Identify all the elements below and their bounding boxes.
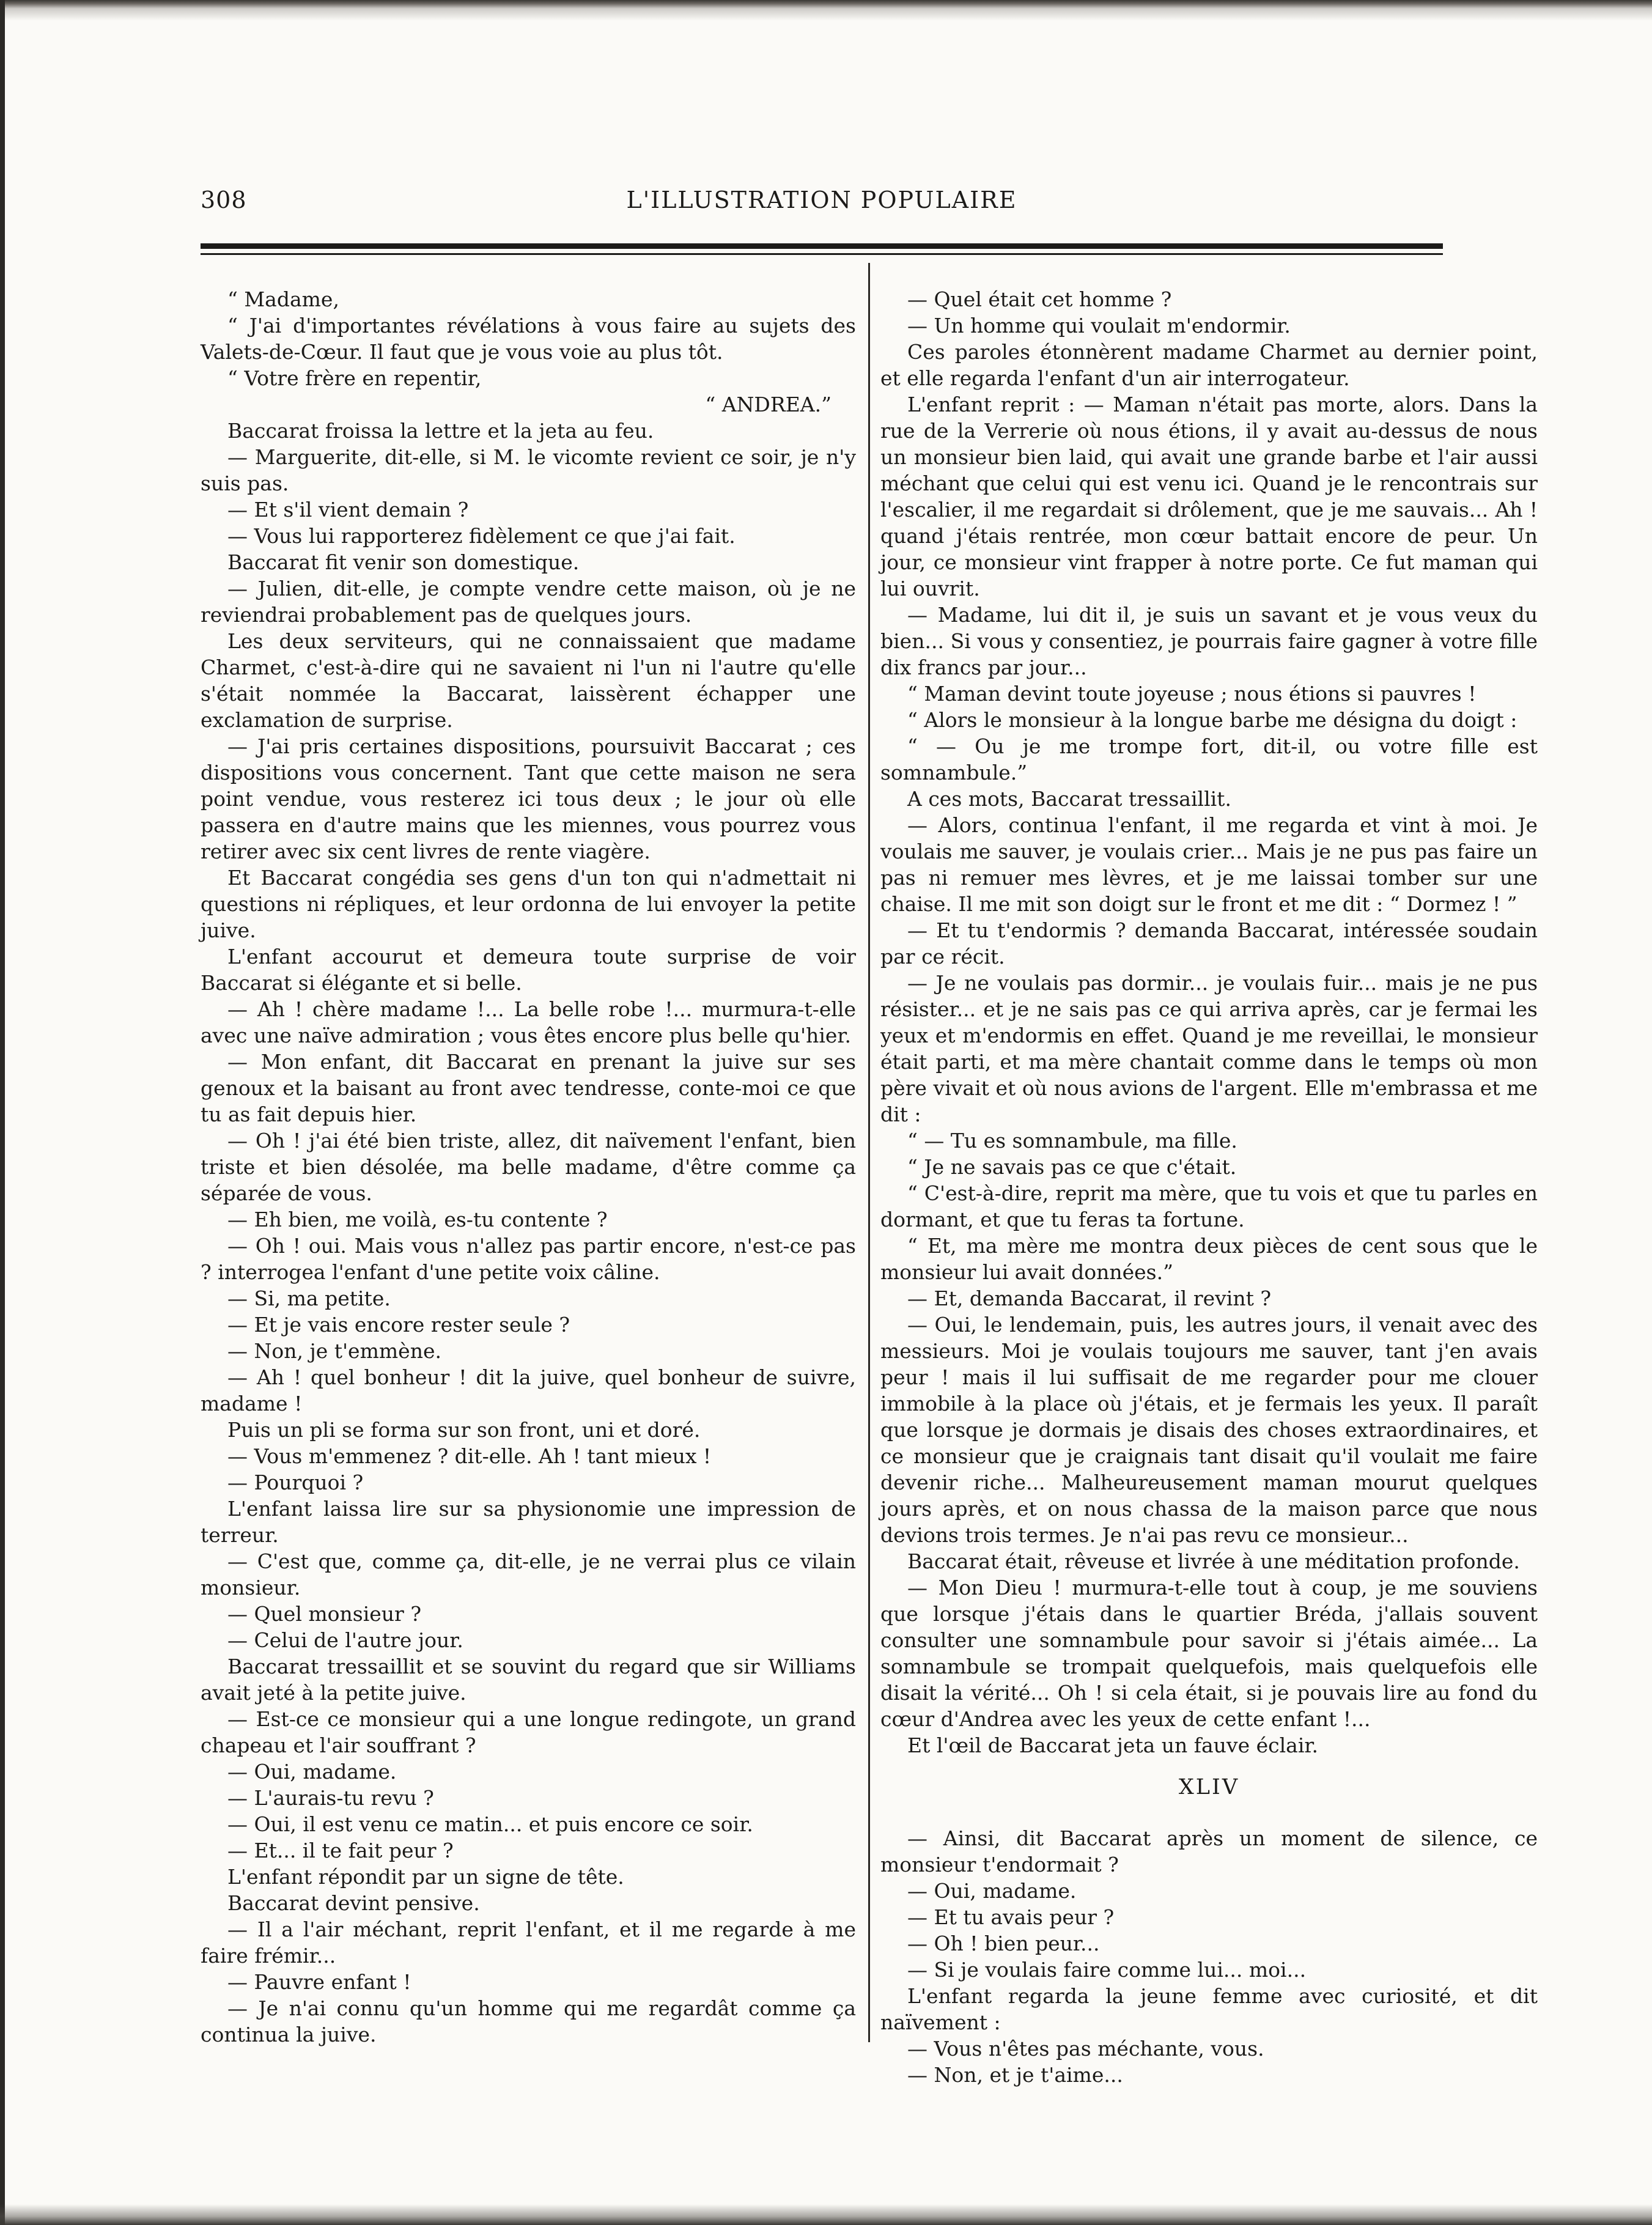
paragraph: Baccarat fit venir son domestique.	[227, 550, 580, 574]
paragraph: — Vous n'êtes pas méchante, vous.	[907, 2037, 1264, 2061]
paragraph: — Est-ce ce monsieur qui a une longue redingote, un grand chapeau et l'air souffrant ?	[201, 1707, 856, 1757]
paragraph: “ J'ai d'importantes révélations à vous faire au sujets des Valets-de-Cœur. Il faut que je vous voie au plus tôt.	[201, 314, 856, 364]
paragraph: “ Votre frère en repentir,	[227, 366, 482, 390]
paragraph: — Pauvre enfant !	[227, 1970, 411, 1994]
paragraph: — Mon Dieu ! murmura-t-elle tout à coup, je me souviens que lorsque j'étais dans le quartier Bréda, j'allais souvent consulter une somnambule pour savoir si j'étais aimée... La somnambule se trompait quelquefois, mais quelquefois elle disait la vérité... Oh ! si cela était, si je pouvais lire au fond du cœur d'Andrea avec les yeux de cette enfant !...	[880, 1576, 1538, 1731]
paragraph: — Oui, madame.	[227, 1760, 397, 1784]
paragraph: Ces paroles étonnèrent madame Charmet au dernier point, et elle regarda l'enfant d'un air interrogateur.	[880, 340, 1538, 390]
paragraph: — Oui, le lendemain, puis, les autres jours, il venait avec des messieurs. Moi je voulais toujours me sauver, tant j'en avais peur ! mais il lui suffisait de me regarder pour me clouer immobile à la place où j'étais, et je fermais les yeux. Il paraît que lorsque je dormais je disais des choses extraordinaires, et ce monsieur que je craignais tant disait qu'il voulait me faire devenir riche... Malheureusement maman mourut quelques jours après, et on nous chassa de la maison parce que nous devions trois termes. Je n'ai pas revu ce monsieur...	[880, 1313, 1538, 1547]
paragraph: L'enfant reprit : — Maman n'était pas morte, alors. Dans la rue de la Verrerie où nous étions, il y avait au-dessus de nous un monsieur bien laid, qui avait une grande barbe et l'air aussi méchant que celui qui est venu ici. Quand je le rencontrais sur l'escalier, il me regardait si drôlement, que je me sauvais... Ah ! quand j'étais rentrée, mon cœur battait encore de peur. Un jour, ce monsieur vint frapper à notre porte. Ce fut maman qui lui ouvrit.	[880, 393, 1538, 600]
letter-signature: “ ANDREA.”	[705, 393, 832, 416]
paragraph: “ Je ne savais pas ce que c'était.	[907, 1155, 1237, 1179]
paragraph: “ Alors le monsieur à la longue barbe me désigna du doigt :	[907, 708, 1517, 732]
paragraph: L'enfant accourut et demeura toute surprise de voir Baccarat si élégante et si belle.	[201, 945, 856, 995]
paragraph: — L'aurais-tu revu ?	[227, 1786, 434, 1810]
paragraph: — Vous lui rapporterez fidèlement ce que j'ai fait.	[227, 524, 736, 548]
paragraph: L'enfant regarda la jeune femme avec curiosité, et dit naïvement :	[880, 1984, 1538, 2034]
paragraph: — Quel était cet homme ?	[907, 287, 1172, 311]
paragraph: Baccarat froissa la lettre et la jeta au feu.	[227, 419, 654, 443]
chapter-heading: XLIV	[1178, 1775, 1240, 1799]
paragraph: — Et s'il vient demain ?	[227, 498, 469, 522]
paragraph: — Et je vais encore rester seule ?	[227, 1313, 570, 1337]
page-header	[201, 186, 1443, 217]
paragraph: — Madame, lui dit il, je suis un savant et je vous veux du bien... Si vous y consentiez, je pourrais faire gagner à votre fille dix francs par jour...	[880, 603, 1538, 679]
paragraph: — Ah ! chère madame !... La belle robe !... murmura-t-elle avec une naïve admiration ; vous êtes encore plus belle qu'hier.	[201, 997, 856, 1047]
paragraph: Et Baccarat congédia ses gens d'un ton qui n'admettait ni questions ni répliques, et leur ordonna de lui envoyer la petite juive.	[201, 866, 856, 942]
paragraph: “ Et, ma mère me montra deux pièces de cent sous que le monsieur lui avait données.”	[880, 1234, 1538, 1284]
paragraph: — J'ai pris certaines dispositions, poursuivit Baccarat ; ces dispositions vous concernent. Tant que cette maison ne sera point vendue, vous resterez ici tous deux ; le jour où elle passera en d'autre mains que les miennes, vous pourrez vous retirer avec six cent livres de rente viagère.	[201, 734, 856, 863]
paragraph: — Et... il te fait peur ?	[227, 1839, 454, 1862]
paragraph: — Ah ! quel bonheur ! dit la juive, quel bonheur de suivre, madame !	[201, 1365, 856, 1415]
paragraph: — Oh ! bien peur...	[907, 1932, 1100, 1955]
scan-left-edge	[0, 0, 5, 2225]
paragraph: — Ainsi, dit Baccarat après un moment de silence, ce monsieur t'endormait ?	[880, 1826, 1538, 1876]
paragraph: L'enfant répondit par un signe de tête.	[227, 1865, 624, 1889]
column-divider	[868, 263, 870, 2042]
paragraph: — Si je voulais faire comme lui... moi...	[907, 1958, 1307, 1982]
page-number: 308	[201, 186, 247, 213]
paragraph: — Alors, continua l'enfant, il me regarda et vint à moi. Je voulais me sauver, je voulais crier... Mais je ne pus pas faire un pas ni remuer mes lèvres, et je me laissai tomber sur une chaise. Il me mit son doigt sur le front et me dit : “ Dormez ! ”	[880, 813, 1538, 916]
paragraph: — Oh ! j'ai été bien triste, allez, dit naïvement l'enfant, bien triste et bien désolée, ma belle madame, d'être comme ça séparée de vous.	[201, 1129, 856, 1205]
running-title: L'ILLUSTRATION POPULAIRE	[626, 186, 1017, 213]
paragraph: Baccarat était, rêveuse et livrée à une méditation profonde.	[907, 1549, 1520, 1573]
paragraph: “ Maman devint toute joyeuse ; nous étions si pauvres !	[907, 682, 1477, 706]
paragraph: — Non, je t'emmène.	[227, 1339, 441, 1363]
paragraph: — Et tu avais peur ?	[907, 1905, 1115, 1929]
paragraph: “ Madame,	[227, 287, 339, 311]
paragraph: “ — Tu es somnambule, ma fille.	[907, 1129, 1237, 1153]
right-column	[880, 286, 1538, 2088]
paragraph: — Quel monsieur ?	[227, 1602, 422, 1626]
left-column	[201, 286, 856, 2048]
paragraph: Baccarat devint pensive.	[227, 1891, 480, 1915]
paragraph: — Julien, dit-elle, je compte vendre cette maison, où je ne reviendrai probablement pas de quelques jours.	[201, 577, 856, 627]
paragraph: Et l'œil de Baccarat jeta un fauve éclair.	[907, 1733, 1319, 1757]
paragraph: — Et, demanda Baccarat, il revint ?	[907, 1286, 1272, 1310]
paragraph: — Oui, il est venu ce matin... et puis encore ce soir.	[227, 1812, 753, 1836]
paragraph: “ — Ou je me trompe fort, dit-il, ou votre fille est somnambule.”	[880, 734, 1538, 784]
paragraph: A ces mots, Baccarat tressaillit.	[907, 787, 1231, 811]
paragraph: — Non, et je t'aime...	[907, 2063, 1123, 2087]
paragraph: — Eh bien, me voilà, es-tu contente ?	[227, 1208, 608, 1231]
paragraph: — Celui de l'autre jour.	[227, 1628, 463, 1652]
paragraph: — Et tu t'endormis ? demanda Baccarat, intéressée soudain par ce récit.	[880, 918, 1538, 969]
header-rule	[201, 243, 1443, 249]
paragraph: Puis un pli se forma sur son front, uni et doré.	[227, 1418, 701, 1442]
scan-top-edge	[0, 0, 1652, 24]
paragraph: — Je n'ai connu qu'un homme qui me regardât comme ça continua la juive.	[201, 1996, 856, 2046]
paragraph: — Un homme qui voulait m'endormir.	[907, 314, 1291, 338]
paragraph: “ C'est-à-dire, reprit ma mère, que tu vois et que tu parles en dormant, et que tu feras ta fortune.	[880, 1181, 1538, 1231]
paragraph: — Oui, madame.	[907, 1879, 1077, 1903]
paragraph: — C'est que, comme ça, dit-elle, je ne verrai plus ce vilain monsieur.	[201, 1549, 856, 1600]
paragraph: — Si, ma petite.	[227, 1286, 391, 1310]
paragraph: — Mon enfant, dit Baccarat en prenant la juive sur ses genoux et la baisant au front avec tendresse, conte-moi ce que tu as fait depuis hier.	[201, 1050, 856, 1126]
paragraph: Baccarat tressaillit et se souvint du regard que sir Williams avait jeté à la petite juive.	[201, 1655, 856, 1705]
paragraph: — Vous m'emmenez ? dit-elle. Ah ! tant mieux !	[227, 1444, 712, 1468]
paragraph: L'enfant laissa lire sur sa physionomie une impression de terreur.	[201, 1497, 856, 1547]
paragraph: — Je ne voulais pas dormir... je voulais fuir... mais je ne pus résister... et je ne sais pas ce qui arriva après, car je fermai les yeux et m'endormis en effet. Quand je me reveillai, le monsieur était parti, et ma mère chantait comme dans le temps où mon père vivait et où nous avions de l'argent. Elle m'embrassa et me dit :	[880, 971, 1538, 1126]
paragraph: — Marguerite, dit-elle, si M. le vicomte revient ce soir, je n'y suis pas.	[201, 445, 856, 495]
header-rule-thin	[201, 253, 1443, 255]
paragraph: — Oh ! oui. Mais vous n'allez pas partir encore, n'est-ce pas ? interrogea l'enfant d'une petite voix câline.	[201, 1234, 856, 1284]
paragraph: — Il a l'air méchant, reprit l'enfant, et il me regarde à me faire frémir...	[201, 1917, 856, 1968]
paragraph: Les deux serviteurs, qui ne connaissaient que madame Charmet, c'est-à-dire qui ne savaient ni l'un ni l'autre qu'elle s'était nommée la Baccarat, laissèrent échapper une exclamation de surprise.	[201, 629, 856, 732]
scan-bottom-edge	[0, 2204, 1652, 2225]
paragraph: — Pourquoi ?	[227, 1470, 364, 1494]
